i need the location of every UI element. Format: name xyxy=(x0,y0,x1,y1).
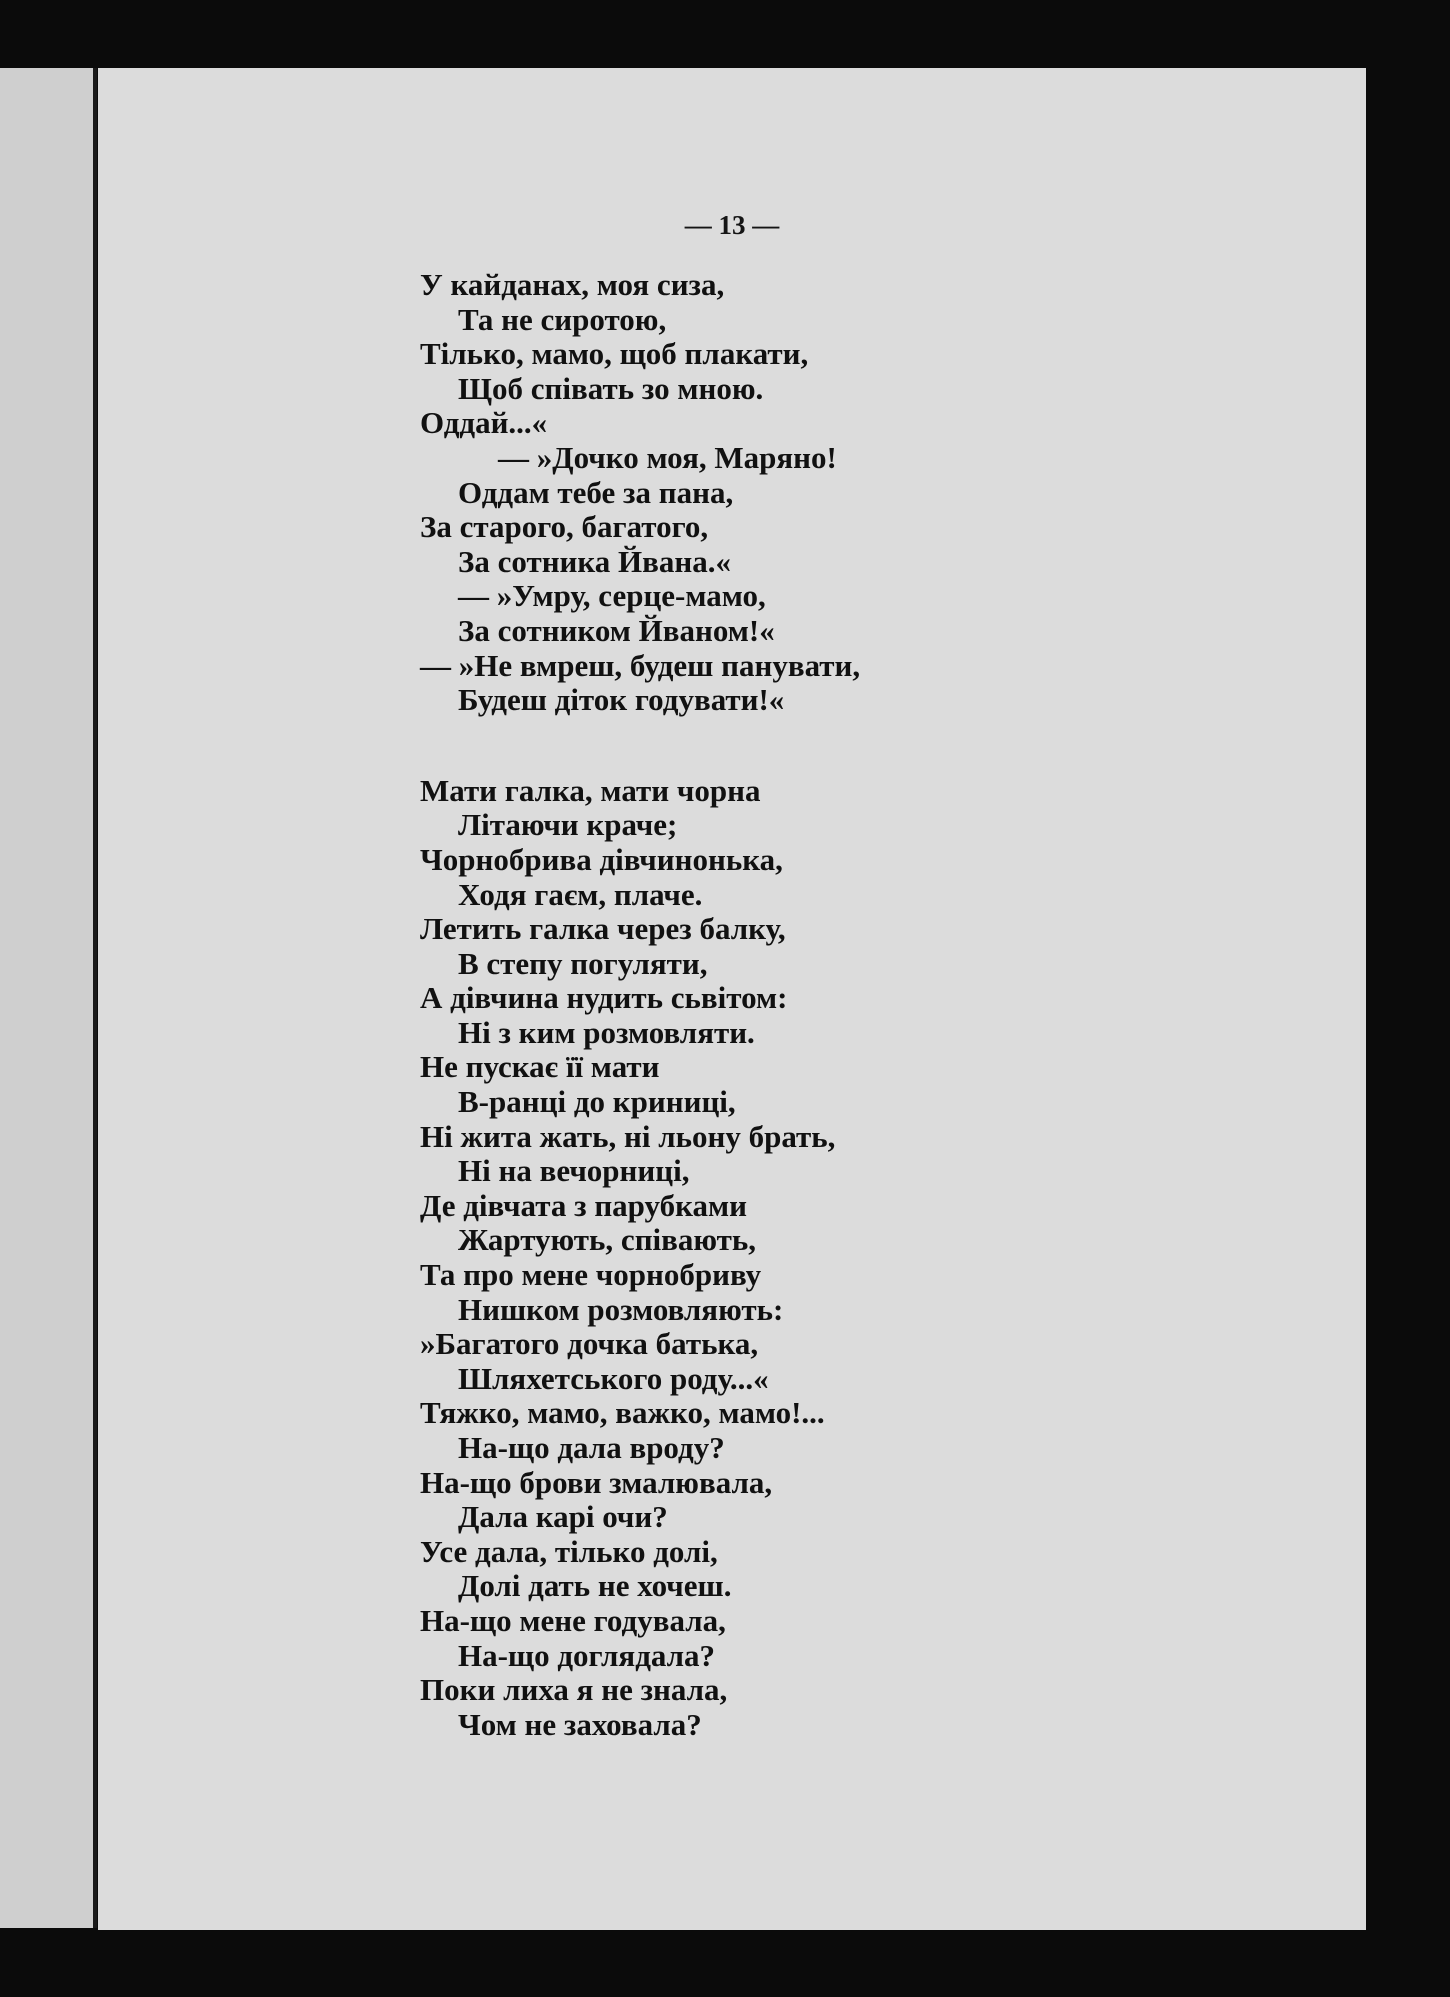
poem-line: Ні жита жать, ні льону брать, xyxy=(420,1118,836,1154)
poem-line: Де дівчата з парубками xyxy=(420,1187,747,1223)
poem-line: Дала карі очи? xyxy=(458,1499,668,1535)
poem-line: Летить галка через балку, xyxy=(420,911,786,947)
poem-line: Тяжко, мамо, важко, мамо!... xyxy=(420,1395,825,1431)
poem-line: Щоб співать зо мною. xyxy=(458,370,764,406)
page-number: — 13 — xyxy=(684,210,780,240)
poem-line: В степу погуляти, xyxy=(458,945,708,981)
poem-line: В-ранці до криниці, xyxy=(458,1084,736,1120)
poem-line: На-що мене годувала, xyxy=(420,1602,726,1638)
poem-line: — »Дочко моя, Маряно! xyxy=(498,439,837,475)
stanza xyxy=(420,774,860,1743)
stanza xyxy=(420,268,860,718)
poem-line: Ні на вечорниці, xyxy=(458,1153,690,1189)
poem-line: За сотником Йваном!« xyxy=(458,612,775,648)
poem-line: Усе дала, тілько долі, xyxy=(420,1533,718,1569)
poem-line: Долі дать не хочеш. xyxy=(458,1568,732,1604)
poem-line: — »Не вмреш, будеш панувати, xyxy=(420,647,861,683)
page-gutter xyxy=(93,68,97,1928)
poem-line: Нишком розмовляють: xyxy=(458,1291,784,1327)
poem-line: Мати галка, мати чорна xyxy=(420,772,761,808)
book-page xyxy=(98,68,1366,1930)
poem-line: Та не сиротою, xyxy=(458,301,667,337)
poem-line: За сотника Йвана.« xyxy=(458,543,732,579)
poem-line: Та про мене чорнобриву xyxy=(420,1257,762,1293)
poem-line: Жартують, співають, xyxy=(458,1222,757,1258)
poem-line: Оддам тебе за пана, xyxy=(458,474,734,510)
poem-line: Не пускає її мати xyxy=(420,1049,660,1085)
poem-line: Оддай...« xyxy=(420,405,548,441)
poem-line: На-що брови змалювала, xyxy=(420,1464,773,1500)
previous-page-edge xyxy=(0,68,93,1928)
poem-line: Ні з ким розмовляти. xyxy=(458,1014,755,1050)
poem-line: У кайданах, моя сиза, xyxy=(420,267,725,302)
poem-line: Літаючи краче; xyxy=(458,807,678,843)
poem-line: Тілько, мамо, щоб плакати, xyxy=(420,336,809,372)
poem-line: За старого, багатого, xyxy=(420,509,709,545)
poem-line: Будеш діток годувати!« xyxy=(458,682,785,718)
poem-line: — »Умру, серце-мамо, xyxy=(458,578,766,614)
poem-line: А дівчина нудить сьвітом: xyxy=(420,980,788,1016)
poem-line: Поки лиха я не знала, xyxy=(420,1672,728,1708)
poem-line: Чорнобрива дівчинонька, xyxy=(420,841,783,877)
poem-line: На-що дала вроду? xyxy=(458,1430,725,1465)
poem-line: На-що доглядала? xyxy=(458,1637,716,1673)
poem-text xyxy=(420,268,860,1742)
poem-line: Чом не заховала? xyxy=(458,1706,702,1742)
poem-line: Шляхетського роду...« xyxy=(458,1360,769,1396)
poem-line: Ходя гаєм, плаче. xyxy=(458,876,703,912)
poem-line: »Багатого дочка батька, xyxy=(420,1326,759,1362)
